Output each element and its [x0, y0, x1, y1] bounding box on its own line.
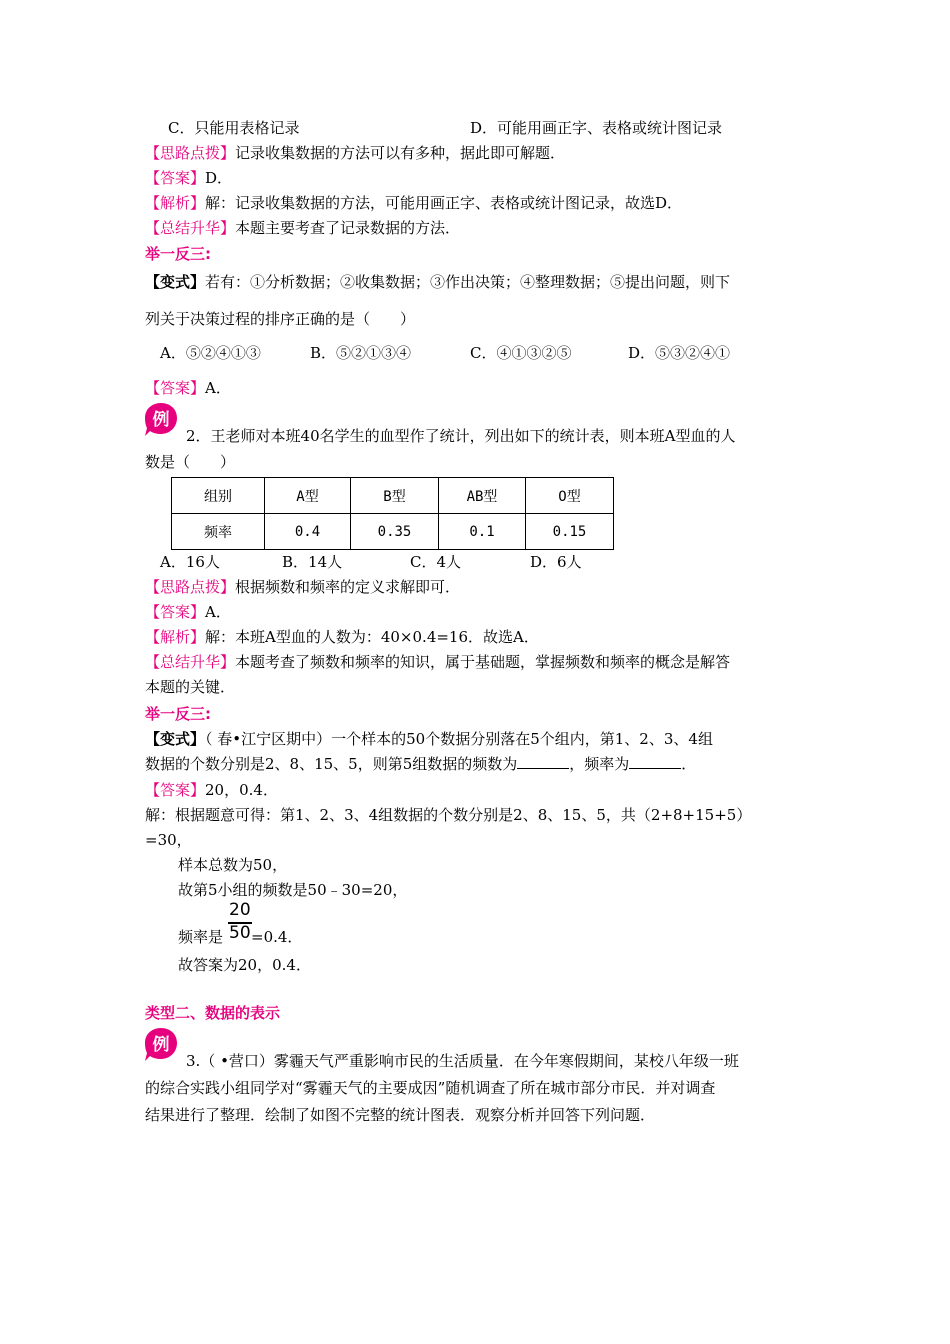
answer-label: 【答案】	[145, 781, 206, 799]
practice2-answer	[145, 780, 278, 800]
summary-label: 【总结升华】	[145, 653, 236, 671]
fraction-denominator: 50	[229, 923, 251, 943]
variant-text: 数据的个数分别是2、8、15、5，则第5组数据的频数为	[145, 755, 518, 773]
practice1-variant-line1	[145, 272, 730, 292]
table-row	[172, 514, 614, 550]
q2-option-c: C．4人	[410, 553, 462, 571]
table-cell: 0.1	[439, 514, 526, 550]
q3-line1: 3.（ •营口）雾霾天气严重影响市民的生活质量．在今年寒假期间，某校八年级一班	[186, 1052, 739, 1070]
freq-suffix: =0.4．	[251, 928, 303, 946]
summary-text: 本题主要考查了记录数据的方法．	[235, 219, 461, 237]
variant-text: ．	[681, 755, 697, 773]
q1-summary	[145, 218, 460, 238]
q3-line2: 的综合实践小组同学对“雾霾天气的主要成因”随机调查了所在城市部分市民．并对调查	[145, 1079, 716, 1097]
hint-label: 【思路点拨】	[145, 144, 236, 162]
practice2-variant-line2	[145, 754, 696, 774]
hint-text: 记录收集数据的方法可以有多种，据此即可解题．	[235, 144, 566, 162]
variant-text: ，频率为	[569, 755, 630, 773]
table-cell: 0.4	[265, 514, 351, 550]
example-badge-text: 例	[152, 410, 170, 430]
practice1-option-d: D．⑤③②④①	[628, 344, 731, 362]
q2-summary	[145, 652, 730, 672]
variant-label: 【变式】	[145, 273, 206, 291]
table-cell: 0.35	[351, 514, 439, 550]
practice2-variant-line1	[145, 729, 713, 749]
answer-label: 【答案】	[145, 603, 206, 621]
section-heading: 类型二、数据的表示	[145, 1004, 281, 1022]
q2-hint	[145, 577, 460, 597]
practice1-variant-line2: 列关于决策过程的排序正确的是（ ）	[145, 310, 416, 328]
q2-option-d: D．6人	[530, 553, 582, 571]
table-cell: O型	[526, 478, 614, 514]
q3-line3: 结果进行了整理．绘制了如图不完整的统计图表．观察分析并回答下列问题．	[145, 1106, 656, 1124]
q2-option-a: A．16人	[160, 553, 220, 571]
answer-blank	[629, 754, 681, 769]
table-row	[172, 478, 614, 514]
q2-option-b: B．14人	[282, 553, 343, 571]
variant-label: 【变式】	[145, 730, 206, 748]
solution-line4: 故第5小组的频数是50﹣30=20，	[178, 881, 408, 899]
q2-analysis	[145, 627, 539, 647]
q2-line2: 数是（ ）	[145, 453, 236, 471]
answer-label: 【答案】	[145, 379, 206, 397]
table-cell: AB型	[439, 478, 526, 514]
answer-label: 【答案】	[145, 169, 206, 187]
solution-line1: 解：根据题意可得：第1、2、3、4组数据的个数分别是2、8、15、5，共（2+8+15+5）	[145, 806, 752, 824]
example-badge-icon	[143, 401, 179, 437]
q2-answer	[145, 602, 231, 622]
freq-prefix: 频率是	[178, 928, 224, 946]
answer-text: A．	[205, 603, 231, 621]
table-cell: 0.15	[526, 514, 614, 550]
fraction-numerator: 20	[229, 900, 251, 920]
table-cell: B型	[351, 478, 439, 514]
answer-text: A．	[205, 379, 231, 397]
solution-line3: 样本总数为50，	[178, 856, 288, 874]
analysis-text: 解：记录收集数据的方法，可能用画正字、表格或统计图记录，故选D．	[205, 194, 683, 212]
summary-label: 【总结升华】	[145, 219, 236, 237]
example-badge-text: 例	[152, 1035, 170, 1055]
analysis-text: 解：本班A型血的人数为：40×0.4=16．故选A．	[205, 628, 539, 646]
table-cell: A型	[265, 478, 351, 514]
hint-label: 【思路点拨】	[145, 578, 236, 596]
summary-text: 本题考查了频数和频率的知识，属于基础题，掌握频数和频率的概念是解答	[235, 653, 731, 671]
practice-heading: 举一反三:	[145, 245, 211, 263]
answer-text: 20，0.4．	[205, 781, 278, 799]
practice1-option-a: A．⑤②④①③	[160, 344, 261, 362]
practice-heading: 举一反三:	[145, 705, 211, 723]
table-cell: 频率	[172, 514, 265, 550]
frequency-table	[171, 477, 614, 550]
practice1-option-c: C．④①③②⑤	[470, 344, 572, 362]
analysis-label: 【解析】	[145, 194, 206, 212]
solution-line2: =30，	[145, 831, 192, 849]
answer-blank	[517, 754, 569, 769]
answer-text: D．	[205, 169, 233, 187]
q2-line1: 2．王老师对本班40名学生的血型作了统计，列出如下的统计表，则本班A型血的人	[186, 427, 736, 445]
hint-text: 根据频数和频率的定义求解即可．	[235, 578, 461, 596]
q1-answer	[145, 168, 232, 188]
practice1-option-b: B．⑤②①③④	[310, 344, 412, 362]
analysis-label: 【解析】	[145, 628, 206, 646]
solution-line6: 故答案为20，0.4．	[178, 956, 311, 974]
practice1-answer	[145, 378, 231, 398]
example-badge-icon	[143, 1026, 179, 1062]
q1-analysis	[145, 193, 682, 213]
variant-text: （ 春•江宁区期中）一个样本的50个数据分别落在5个组内，第1、2、3、4组	[205, 730, 713, 748]
q2-summary-line2: 本题的关键．	[145, 678, 236, 696]
q1-option-d: D．可能用画正字、表格或统计图记录	[470, 119, 723, 137]
q1-hint	[145, 143, 565, 163]
table-cell: 组别	[172, 478, 265, 514]
variant-text: 若有：①分析数据；②收集数据；③作出决策；④整理数据；⑤提出问题，则下	[205, 273, 731, 291]
q1-option-c: C．只能用表格记录	[168, 119, 300, 137]
